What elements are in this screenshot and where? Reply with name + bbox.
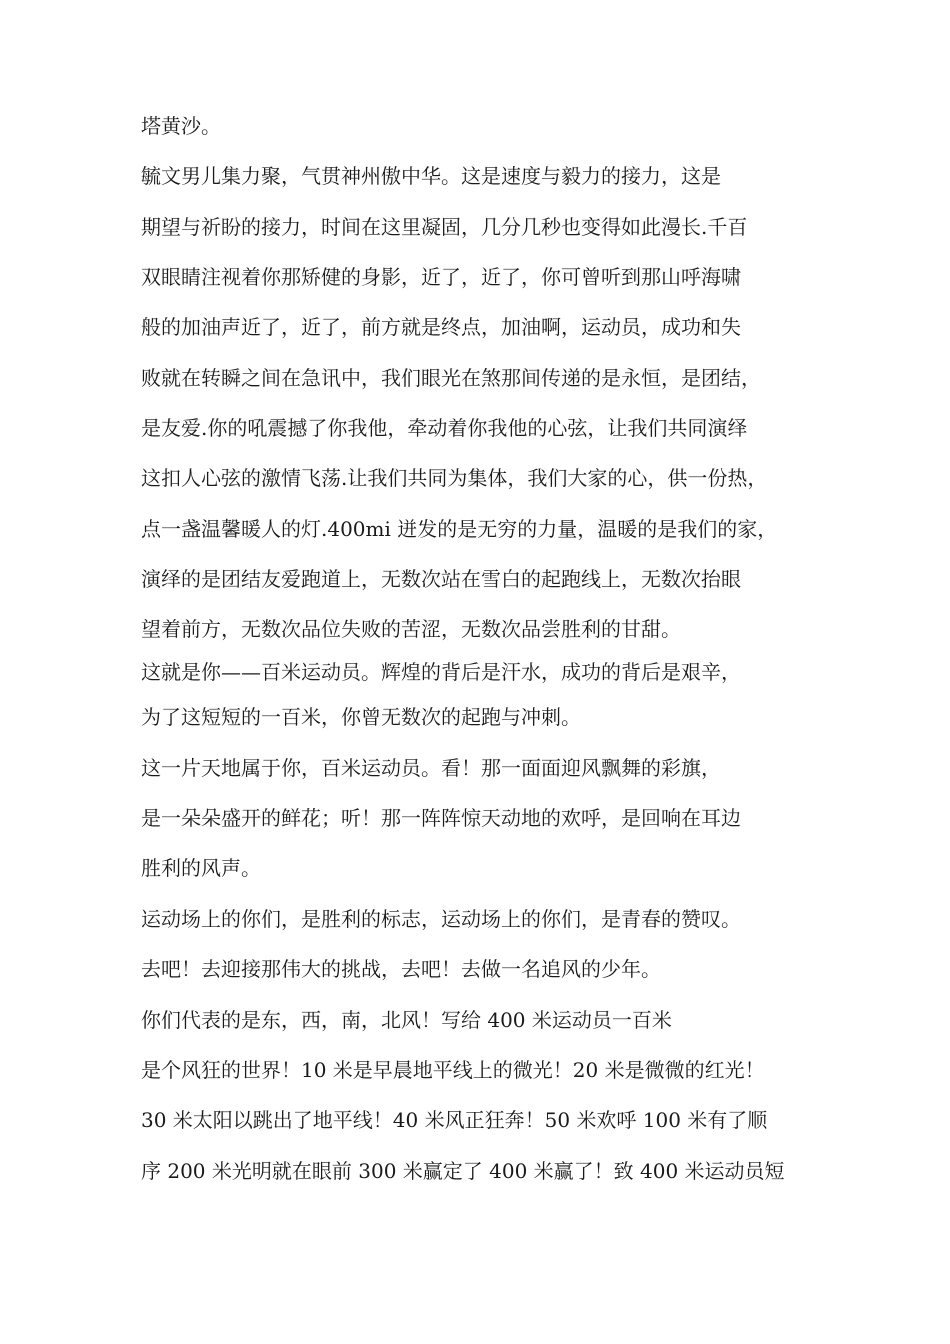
text-line: 去吧！去迎接那伟大的挑战，去吧！去做一名追风的少年。	[141, 957, 661, 982]
text-line: 点一盏温馨暖人的灯.400mi 迸发的是无穷的力量，温暖的是我们的家，	[141, 516, 778, 541]
text-line: 是友爱.你的吼震撼了你我他，牵动着你我他的心弦，让我们共同演绎	[141, 416, 748, 441]
text-line: 败就在转瞬之间在急讯中，我们眼光在煞那间传递的是永恒，是团结，	[141, 365, 761, 390]
text-line: 是一朵朵盛开的鲜花；听！那一阵阵惊天动地的欢呼，是回响在耳边	[141, 806, 741, 831]
text-line: 这就是你——百米运动员。辉煌的背后是汗水，成功的背后是艰辛，	[141, 660, 741, 685]
text-line: 塔黄沙。	[141, 114, 221, 138]
text-line: 这一片天地属于你，百米运动员。看！那一面面迎风飘舞的彩旗，	[141, 755, 721, 780]
text-line: 为了这短短的一百米，你曾无数次的起跑与冲刺。	[141, 705, 581, 730]
text-line: 你们代表的是东，西，南，北风！写给 400 米运动员一百米	[141, 1007, 672, 1032]
text-line: 胜利的风声。	[141, 856, 261, 881]
text-line: 是个风狂的世界！10 米是早晨地平线上的微光！20 米是微微的红光！	[141, 1057, 765, 1082]
text-line: 期望与祈盼的接力，时间在这里凝固，几分几秒也变得如此漫长.千百	[141, 214, 748, 239]
text-line: 30 米太阳以跳出了地平线！40 米风正狂奔！50 米欢呼 100 米有了顺	[141, 1108, 768, 1133]
text-line: 序 200 米光明就在眼前 300 米赢定了 400 米赢了！致 400 米运动员短	[141, 1158, 785, 1183]
text-line: 般的加油声近了，近了，前方就是终点，加油啊，运动员，成功和失	[141, 315, 741, 340]
text-line: 毓文男儿集力聚，气贯神州傲中华。这是速度与毅力的接力，这是	[141, 164, 721, 189]
text-line: 演绎的是团结友爱跑道上，无数次站在雪白的起跑线上，无数次抬眼	[141, 567, 741, 592]
text-line: 双眼睛注视着你那矫健的身影，近了，近了，你可曾听到那山呼海啸	[141, 265, 741, 290]
text-line: 望着前方，无数次品位失败的苦涩，无数次品尝胜利的甘甜。	[141, 617, 681, 642]
body-text	[141, 106, 841, 1201]
text-line: 运动场上的你们，是胜利的标志，运动场上的你们，是青春的赞叹。	[141, 906, 741, 931]
text-line: 这扣人心弦的激情飞荡.让我们共同为集体，我们大家的心，供一份热，	[141, 466, 768, 491]
